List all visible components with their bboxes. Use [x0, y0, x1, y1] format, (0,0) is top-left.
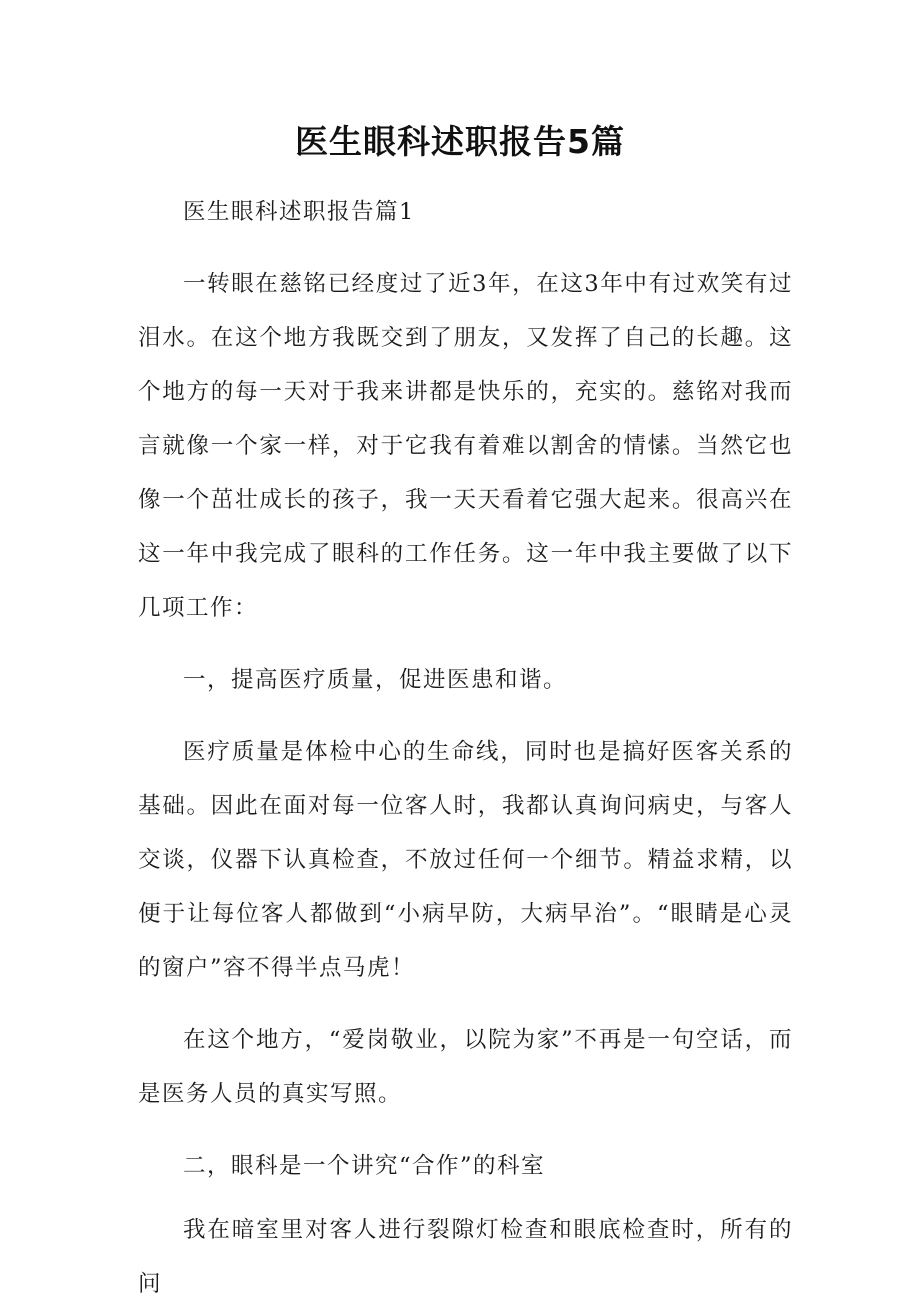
document-body: [138, 185, 793, 1311]
paragraph-point-one-heading: 一，提高医疗质量，促进医患和谐。: [183, 667, 568, 693]
paragraph-intro: 一转眼在慈铭已经度过了近3年，在这3年中有过欢笑有过泪水。在这个地方我既交到了朋友，又发挥了自己的长趣。这个地方的每一天对于我来讲都是快乐的，充实的。慈铭对我而言就像一个家一样，对于它我有着难以割舍的情愫。当然它也像一个茁壮成长的孩子，我一天天看着它强大起来。很高兴在这一年中我完成了眼科的工作任务。这一年中我主要做了以下几项工作：: [138, 271, 793, 621]
paragraph-dedication: 在这个地方，“爱岗敬业，以院为家”不再是一句空话，而是医务人员的真实写照。: [138, 1027, 793, 1107]
paragraph-point-two-heading: 二，眼科是一个讲究“合作”的科室: [183, 1153, 546, 1179]
paragraph-medical-quality: 医疗质量是体检中心的生命线，同时也是搞好医客关系的基础。因此在面对每一位客人时，我都认真询问病史，与客人交谈，仪器下认真检查，不放过任何一个细节。精益求精，以便于让每位客人都做到“小病早防，大病早治”。“眼睛是心灵的窗户”容不得半点马虎！: [138, 739, 793, 981]
paragraph-darkroom: 我在暗室里对客人进行裂隙灯检查和眼底检查时，所有的问: [138, 1217, 793, 1297]
section-heading: 医生眼科述职报告篇1: [183, 199, 415, 225]
document-title: 医生眼科述职报告5篇: [295, 122, 625, 161]
